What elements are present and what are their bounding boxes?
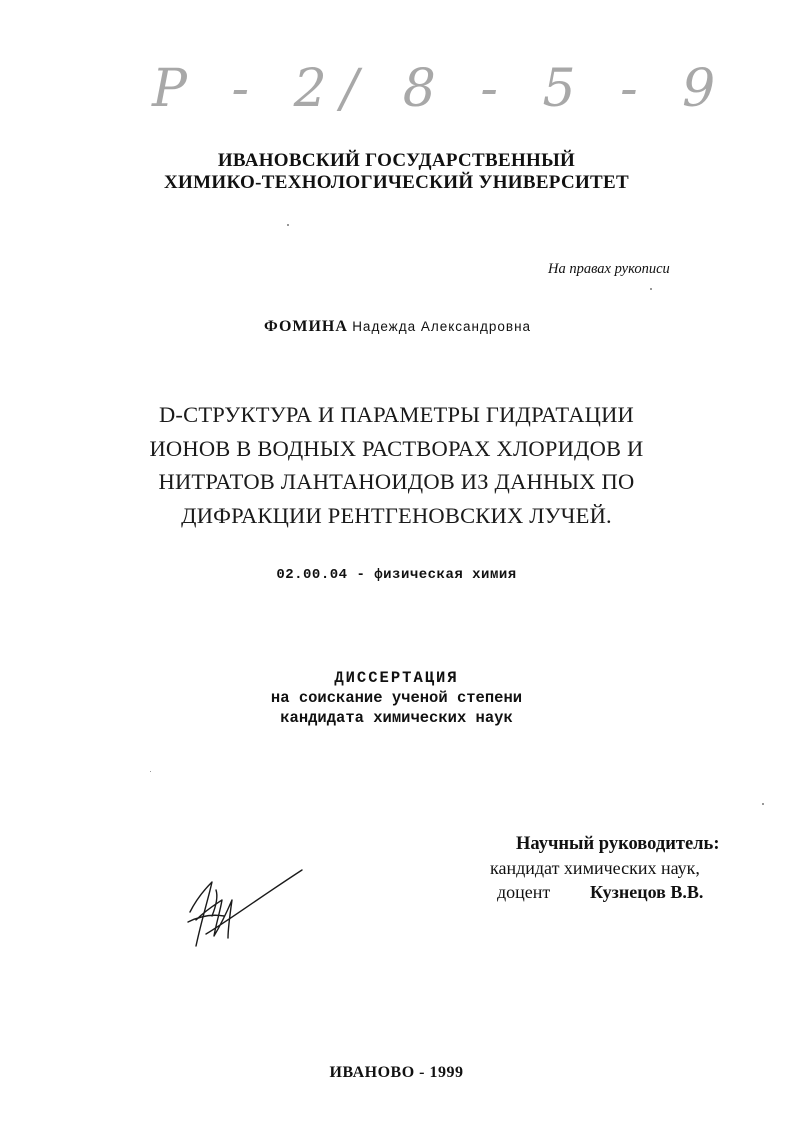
thesis-title bbox=[0, 398, 793, 532]
scan-speck bbox=[150, 771, 151, 772]
thesis-title-line-2: ИОНОВ В ВОДНЫХ РАСТВОРАХ ХЛОРИДОВ И bbox=[149, 435, 644, 461]
scan-speck bbox=[762, 803, 764, 805]
handwritten-mark-text: Р - 2/ 8 - 5 - 9 bbox=[152, 59, 730, 119]
city-year: ИВАНОВО - 1999 bbox=[329, 1064, 464, 1081]
author-given-names: Надежда Александровна bbox=[352, 319, 532, 334]
university-name bbox=[0, 150, 793, 194]
supervisor-position: доцент bbox=[497, 882, 551, 902]
scan-speck bbox=[287, 224, 289, 226]
scan-speck bbox=[650, 288, 652, 290]
university-line-2: ХИМИКО-ТЕХНОЛОГИЧЕСКИЙ УНИВЕРСИТЕТ bbox=[164, 172, 629, 193]
supervisor-name: Кузнецов В.В. bbox=[590, 882, 704, 902]
thesis-title-line-1: D-СТРУКТУРА И ПАРАМЕТРЫ ГИДРАТАЦИИ bbox=[158, 402, 634, 427]
specialty-code: 02.00.04 - физическая химия bbox=[276, 567, 517, 583]
dissertation-field-line: кандидата химических наук bbox=[280, 709, 513, 727]
thesis-title-line-3: НИТРАТОВ ЛАНТАНОИДОВ ИЗ ДАННЫХ ПО bbox=[158, 469, 635, 494]
supervisor-label: Научный руководитель: bbox=[516, 834, 720, 854]
dissertation-degree-line: на соискание ученой степени bbox=[270, 689, 523, 707]
author-surname: ФОМИНА bbox=[264, 318, 348, 335]
handwritten-signature bbox=[186, 860, 316, 956]
supervisor-degree: кандидат химических наук, bbox=[490, 858, 700, 878]
author-name bbox=[264, 318, 531, 336]
university-line-1: ИВАНОВСКИЙ ГОСУДАРСТВЕННЫЙ bbox=[217, 150, 576, 171]
dissertation-block bbox=[0, 668, 793, 728]
thesis-title-line-4: ДИФРАКЦИИ РЕНТГЕНОВСКИХ ЛУЧЕЙ. bbox=[181, 502, 612, 528]
handwritten-catalog-mark bbox=[140, 52, 730, 142]
manuscript-rights-note: На правах рукописи bbox=[548, 261, 670, 277]
dissertation-heading: ДИССЕРТАЦИЯ bbox=[334, 669, 459, 687]
